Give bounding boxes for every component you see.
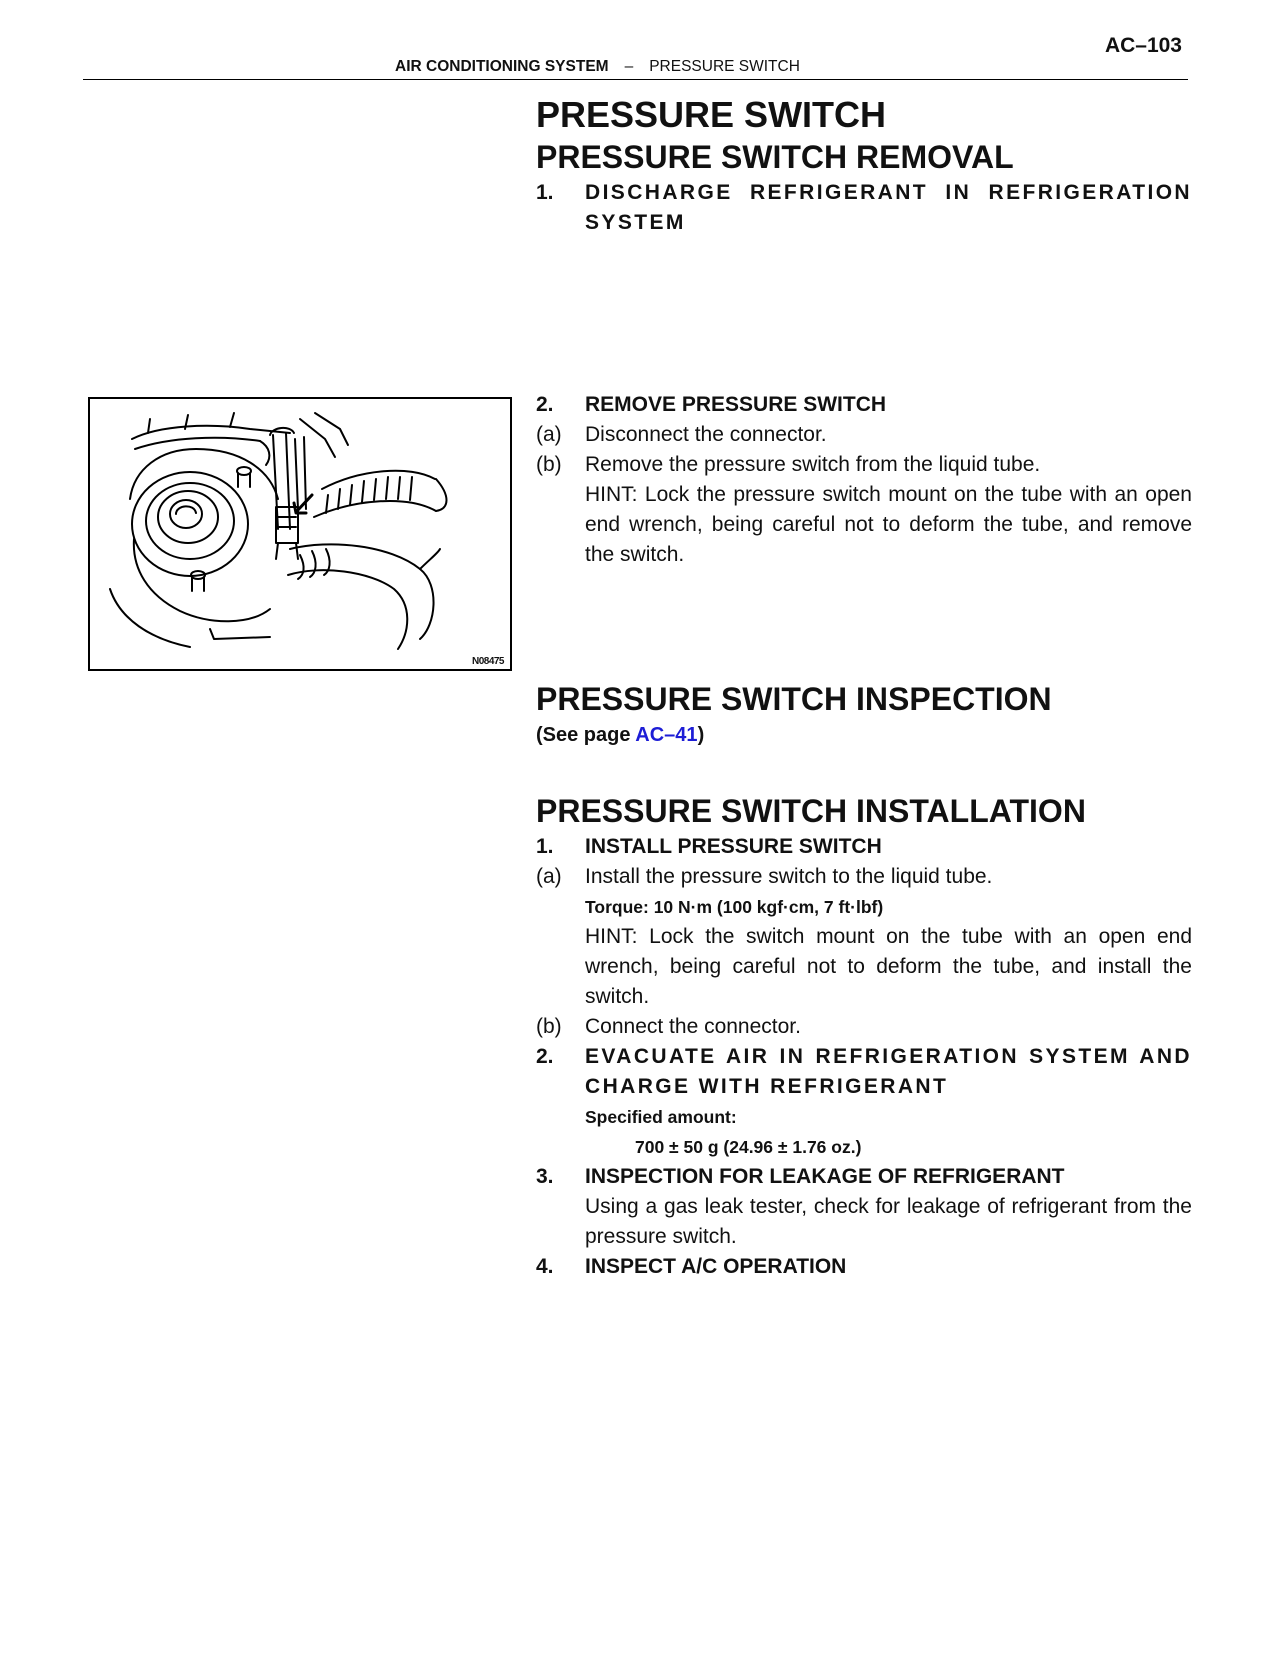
install-step-3-text: INSPECTION FOR LEAKAGE OF REFRIGERANT bbox=[585, 1165, 1065, 1188]
install-step-1 bbox=[536, 832, 1192, 862]
removal-step-2 bbox=[536, 390, 1192, 420]
header-system: AIR CONDITIONING SYSTEM bbox=[395, 58, 609, 75]
removal-step-1-number: 1. bbox=[536, 181, 554, 204]
install-step-4-text: INSPECT A/C OPERATION bbox=[585, 1255, 847, 1278]
install-step-4-number: 4. bbox=[536, 1255, 554, 1278]
removal-heading: PRESSURE SWITCH REMOVAL bbox=[536, 139, 1014, 175]
inspection-heading: PRESSURE SWITCH INSPECTION bbox=[536, 681, 1052, 717]
install-step-2-text: EVACUATE AIR IN REFRIGERATION SYSTEM AND CHARGE WITH REFRIGERANT bbox=[585, 1045, 1192, 1098]
install-step-1-number: 1. bbox=[536, 835, 554, 858]
specified-amount-value: 700 ± 50 g (24.96 ± 1.76 oz.) bbox=[635, 1137, 862, 1157]
removal-step-2b bbox=[536, 450, 1192, 480]
pressure-switch-location-illustration-icon bbox=[90, 399, 510, 669]
main-content bbox=[536, 92, 1192, 1282]
install-hint: HINT: Lock the switch mount on the tube with an open end wrench, being careful not to deform the tube, and install the switch. bbox=[585, 925, 1192, 1008]
removal-step-1-text: DISCHARGE REFRIGERANT IN REFRIGERATION SYSTEM bbox=[585, 181, 1192, 234]
removal-step-2b-text: Remove the pressure switch from the liquid tube. bbox=[585, 453, 1041, 476]
header-section: PRESSURE SWITCH bbox=[649, 58, 800, 75]
removal-step-2a-label: (a) bbox=[536, 423, 562, 446]
removal-step-1 bbox=[536, 178, 1192, 238]
header-rule bbox=[83, 79, 1188, 80]
see-page-link[interactable]: AC–41 bbox=[635, 724, 698, 746]
install-step-1b-text: Connect the connector. bbox=[585, 1015, 801, 1038]
install-step-1-text: INSTALL PRESSURE SWITCH bbox=[585, 835, 882, 858]
running-header bbox=[395, 58, 800, 76]
removal-step-2b-label: (b) bbox=[536, 453, 562, 476]
install-step-2-number: 2. bbox=[536, 1045, 554, 1068]
removal-step-2-number: 2. bbox=[536, 393, 554, 416]
install-step-3-number: 3. bbox=[536, 1165, 554, 1188]
install-step-1a-text: Install the pressure switch to the liquid tube. bbox=[585, 865, 993, 888]
see-page-reference bbox=[536, 720, 1192, 750]
removal-step-2-text: REMOVE PRESSURE SWITCH bbox=[585, 393, 887, 416]
install-step-2 bbox=[536, 1042, 1192, 1102]
install-step-1b-label: (b) bbox=[536, 1015, 562, 1038]
install-step-1b bbox=[536, 1012, 1192, 1042]
pressure-switch-figure bbox=[88, 397, 512, 671]
figure-code: N08475 bbox=[471, 656, 504, 667]
page-number: AC–103 bbox=[1104, 34, 1182, 57]
removal-hint: HINT: Lock the pressure switch mount on the tube with an open end wrench, being careful not to deform the tube, and remove the switch. bbox=[585, 483, 1192, 566]
page-title: PRESSURE SWITCH bbox=[536, 94, 887, 135]
removal-step-2a bbox=[536, 420, 1192, 450]
install-step-1a-label: (a) bbox=[536, 865, 562, 888]
install-step-3-detail: Using a gas leak tester, check for leakage of refrigerant from the pressure switch. bbox=[585, 1195, 1192, 1248]
install-step-3 bbox=[536, 1162, 1192, 1192]
see-prefix: (See page bbox=[536, 724, 636, 746]
specified-amount-label: Specified amount: bbox=[585, 1107, 737, 1127]
see-suffix: ) bbox=[697, 724, 705, 746]
header-separator: – bbox=[624, 58, 634, 75]
installation-heading: PRESSURE SWITCH INSTALLATION bbox=[536, 793, 1086, 829]
install-step-1a bbox=[536, 862, 1192, 892]
install-step-4 bbox=[536, 1252, 1192, 1282]
removal-step-2a-text: Disconnect the connector. bbox=[585, 423, 827, 446]
torque-spec: Torque: 10 N·m (100 kgf·cm, 7 ft·lbf) bbox=[585, 897, 884, 917]
